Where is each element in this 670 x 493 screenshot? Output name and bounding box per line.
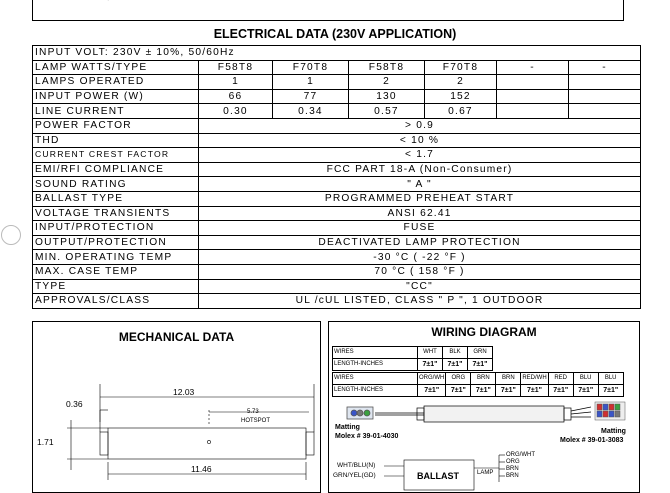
row-label: MIN. OPERATING TEMP xyxy=(33,250,199,265)
molex-right-label: Molex # 39-01-3083 xyxy=(560,437,624,444)
ballast-end-left xyxy=(417,408,424,420)
top-fragment-text xyxy=(81,0,138,1)
right-wire-label: ORG xyxy=(506,459,520,465)
spec-value: > 0.9 xyxy=(199,118,641,133)
row-label: WIRES xyxy=(333,373,418,385)
table-cell: 1 xyxy=(199,75,273,90)
table-cell: 7±1" xyxy=(446,385,471,397)
row-label: INPUT POWER (W) xyxy=(33,89,199,104)
row-label: BALLAST TYPE xyxy=(33,191,199,206)
row-label: LENGTH-INCHES xyxy=(333,385,418,397)
table-row xyxy=(33,294,641,309)
row-label: WIRES xyxy=(333,347,418,359)
table-row xyxy=(33,250,641,265)
row-label: SOUND RATING xyxy=(33,177,199,192)
wiring-diagram-panel xyxy=(328,321,640,493)
table-cell: 66 xyxy=(199,89,273,104)
spec-value: FUSE xyxy=(199,221,641,236)
table-cell: BLU xyxy=(598,373,623,385)
ballast-label: BALLAST xyxy=(417,471,459,481)
table-cell: 130 xyxy=(349,89,425,104)
table-cell xyxy=(497,89,569,104)
spec-value: DEACTIVATED LAMP PROTECTION xyxy=(199,235,641,250)
table-cell: 7±1" xyxy=(468,359,493,371)
hotspot-marker xyxy=(207,440,210,443)
table-cell xyxy=(569,75,641,90)
connector-pin-icon xyxy=(351,410,357,416)
table-cell: 2 xyxy=(349,75,425,90)
table-cell: F58T8 xyxy=(199,60,273,75)
table-cell: 7±1" xyxy=(418,385,446,397)
mounting-tab-left xyxy=(100,432,108,455)
row-label: LINE CURRENT xyxy=(33,104,199,119)
table-row xyxy=(33,104,641,119)
table-cell: 7±1" xyxy=(573,385,598,397)
table-row xyxy=(33,264,641,279)
wire-line xyxy=(571,412,591,414)
right-wire-label: BRN xyxy=(506,466,519,472)
row-label: EMI/RFI COMPLIANCE xyxy=(33,162,199,177)
row-label: MAX. CASE TEMP xyxy=(33,264,199,279)
table-cell: 0.30 xyxy=(199,104,273,119)
table-row xyxy=(33,177,641,192)
table-cell: 152 xyxy=(425,89,497,104)
row-label: LAMPS OPERATED xyxy=(33,75,199,90)
spec-value: " A " xyxy=(199,177,641,192)
matting-left-label: Matting xyxy=(335,424,360,431)
table-cell xyxy=(497,104,569,119)
table-cell: 7±1" xyxy=(548,385,573,397)
row-label: POWER FACTOR xyxy=(33,118,199,133)
table-cell: - xyxy=(497,60,569,75)
table-cell: BRN xyxy=(496,373,521,385)
lamp-label: LAMP xyxy=(477,470,494,476)
spec-value: < 1.7 xyxy=(199,148,641,163)
table-cell xyxy=(497,75,569,90)
row-label: THD xyxy=(33,133,199,148)
dim-height: 1.71 xyxy=(37,437,54,447)
input-volt-row xyxy=(33,46,641,61)
table-cell: 7±1" xyxy=(443,359,468,371)
row-label: LENGTH-INCHES xyxy=(333,359,418,371)
spec-value: -30 °C ( -22 °F ) xyxy=(199,250,641,265)
molex-left-label: Molex # 39-01-4030 xyxy=(335,433,399,440)
ballast-end-right xyxy=(564,408,571,420)
table-row xyxy=(33,279,641,294)
table-cell: F70T8 xyxy=(425,60,497,75)
mounting-tab-right xyxy=(306,432,314,455)
mechanical-data-title: MECHANICAL DATA xyxy=(118,330,235,344)
table-cell: F70T8 xyxy=(273,60,349,75)
right-wire-label: BRN xyxy=(506,473,519,479)
left-wire-label: GRN/YEL(GD) xyxy=(333,472,376,479)
wiring-diagram-title: WIRING DIAGRAM xyxy=(431,325,537,339)
table-row xyxy=(33,162,641,177)
table-cell: 7±1" xyxy=(521,385,548,397)
row-label: LAMP WATTS/TYPE xyxy=(33,60,199,75)
spec-value: FCC PART 18-A (Non-Consumer) xyxy=(199,162,641,177)
spec-value: PROGRAMMED PREHEAT START xyxy=(199,191,641,206)
dim-length: 12.03 xyxy=(173,387,195,397)
table-row xyxy=(33,133,641,148)
table-row xyxy=(33,148,641,163)
spec-value: 70 °C ( 158 °F ) xyxy=(199,264,641,279)
table-row xyxy=(33,60,641,75)
dim-tab: 0.36 xyxy=(66,399,83,409)
table-cell: 7±1" xyxy=(471,385,496,397)
table-cell: GRN xyxy=(468,347,493,359)
table-cell: RED/WH xyxy=(521,373,548,385)
table-cell: BRN xyxy=(471,373,496,385)
table-cell: F58T8 xyxy=(349,60,425,75)
table-cell: 7±1" xyxy=(496,385,521,397)
row-label: APPROVALS/CLASS xyxy=(33,294,199,309)
connector-pin-icon xyxy=(357,410,363,416)
table-cell: 0.67 xyxy=(425,104,497,119)
row-label: TYPE xyxy=(33,279,199,294)
right-connector xyxy=(595,402,625,420)
table-cell: BLK xyxy=(443,347,468,359)
table-row xyxy=(33,89,641,104)
row-label: CURRENT CREST FACTOR xyxy=(33,148,199,163)
matting-right-label: Matting xyxy=(601,428,626,435)
spec-value: < 10 % xyxy=(199,133,641,148)
table-cell: BLU xyxy=(573,373,598,385)
ballast-shape xyxy=(424,406,564,422)
electrical-data-title: ELECTRICAL DATA (230V APPLICATION) xyxy=(213,27,457,41)
row-label: VOLTAGE TRANSIENTS xyxy=(33,206,199,221)
mechanical-data-panel xyxy=(32,321,321,493)
table-cell: RED xyxy=(548,373,573,385)
left-connector xyxy=(347,407,373,419)
left-wire-label: WHT/BLU(N) xyxy=(337,462,376,469)
ballast-body xyxy=(108,428,306,459)
table-cell xyxy=(569,89,641,104)
table-cell xyxy=(569,104,641,119)
table-cell: 7±1" xyxy=(418,359,443,371)
table-cell: 0.57 xyxy=(349,104,425,119)
right-wire-label: ORG/WHT xyxy=(506,452,535,458)
row-label: OUTPUT/PROTECTION xyxy=(33,235,199,250)
spec-value: UL /cUL LISTED, CLASS " P ", 1 OUTDOOR xyxy=(199,294,641,309)
dim-body: 11.46 xyxy=(191,464,212,474)
table-row xyxy=(33,75,641,90)
table-row xyxy=(33,221,641,236)
table-row xyxy=(33,206,641,221)
table-row xyxy=(33,235,641,250)
wire-line xyxy=(571,407,591,411)
table-cell: ORG xyxy=(446,373,471,385)
wiring-drawing xyxy=(329,322,639,492)
electrical-data-table xyxy=(32,45,641,309)
table-cell: 7±1" xyxy=(598,385,623,397)
table-cell: 0.34 xyxy=(273,104,349,119)
radio-button[interactable] xyxy=(1,225,21,245)
table-row xyxy=(33,118,641,133)
input-volt-label: INPUT VOLT: 230V ± 10%, 50/60Hz xyxy=(33,46,641,61)
row-label: INPUT/PROTECTION xyxy=(33,221,199,236)
spec-value: ANSI 62.41 xyxy=(199,206,641,221)
connector-pin-icon xyxy=(364,410,370,416)
table-cell: ORG/WH xyxy=(418,373,446,385)
table-cell: 1 xyxy=(273,75,349,90)
top-spec-box xyxy=(32,0,624,21)
table-cell: 77 xyxy=(273,89,349,104)
hotspot-label: HOTSPOT xyxy=(241,418,271,424)
table-cell: 2 xyxy=(425,75,497,90)
table-row xyxy=(33,191,641,206)
spec-value: "CC" xyxy=(199,279,641,294)
table-cell: WHT xyxy=(418,347,443,359)
table-cell: - xyxy=(569,60,641,75)
dim-hotspot: 5.73 xyxy=(247,409,259,415)
